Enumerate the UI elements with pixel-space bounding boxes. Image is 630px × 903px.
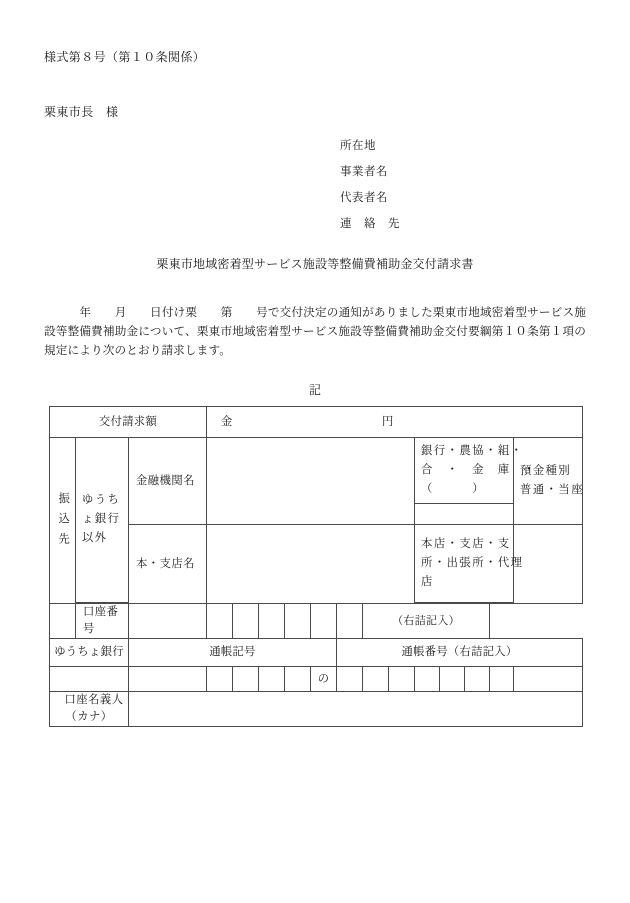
financial-institution-label: 金融機関名 xyxy=(136,474,195,487)
institution-type-options-cell[interactable] xyxy=(415,438,537,504)
passbook-symbol-label: 通帳記号 xyxy=(209,646,256,658)
account-number-label-cell xyxy=(76,604,129,639)
passbook-number-label: 通帳番号（右詰記入） xyxy=(401,646,518,658)
account-number-box-6[interactable] xyxy=(311,604,337,639)
passbook-number-box-6[interactable] xyxy=(465,667,490,692)
institution-type-spacer xyxy=(415,504,514,525)
passbook-symbol-box-3[interactable] xyxy=(233,667,259,692)
currency-prefix: 金 xyxy=(221,415,233,428)
institution-option-line-3: （ ） xyxy=(421,483,486,495)
passbook-symbol-box-2[interactable] xyxy=(207,667,233,692)
applicant-contact-label: 連 絡 先 xyxy=(340,218,400,230)
deposit-type-label: 預金種別 xyxy=(520,465,572,477)
passbook-separator-cell: の xyxy=(311,667,337,692)
branch-name-input[interactable] xyxy=(207,525,415,604)
deposit-type-group xyxy=(514,458,585,504)
financial-institution-label-cell xyxy=(129,438,207,525)
passbook-number-box-7[interactable] xyxy=(490,667,514,692)
form-number: 様式第８号（第１０条関係） xyxy=(44,50,206,64)
yucho-label: ゆうちょ銀行 xyxy=(54,646,124,658)
currency-suffix: 円 xyxy=(382,415,394,428)
passbook-number-box-4[interactable] xyxy=(415,667,440,692)
passbook-symbol-header xyxy=(129,639,337,667)
account-holder-label-cell xyxy=(50,692,129,727)
passbook-number-box-2[interactable] xyxy=(363,667,389,692)
branch-option-line-1: 本店・支店・支 xyxy=(421,537,511,550)
deposit-type-options: 普通・当座 xyxy=(520,484,585,496)
branch-type-options-cell[interactable] xyxy=(415,525,524,603)
body-paragraph: 年 月 日付け栗 第 号で交付決定の通知がありました栗東市地域密着型サービス施設等整備費補助金について、栗東市地域密着型サービス施設等整備費補助金交付要綱第１０条第１項の規定により次のとおり請求します。 xyxy=(44,306,586,357)
account-number-box-4[interactable] xyxy=(259,604,285,639)
applicant-info-block xyxy=(340,133,540,237)
passbook-number-box-1[interactable] xyxy=(337,667,363,692)
institution-options xyxy=(415,438,537,503)
passbook-number-box-5[interactable] xyxy=(440,667,465,692)
claim-amount-value-cell[interactable] xyxy=(207,407,583,438)
passbook-symbol-box-5[interactable] xyxy=(285,667,311,692)
branch-options xyxy=(415,531,524,596)
transfer-destination-cell xyxy=(50,438,76,604)
claim-amount-label: 交付請求額 xyxy=(99,415,158,428)
applicant-business-name-label: 事業者名 xyxy=(340,166,388,178)
ki-marker: 記 xyxy=(308,383,321,397)
account-number-label: 口座番号 xyxy=(83,606,119,635)
table-row-account-holder xyxy=(50,692,583,727)
branch-label-cell xyxy=(129,525,207,604)
branch-label: 本・支店名 xyxy=(136,557,195,570)
table-row-account-number xyxy=(50,604,583,639)
account-number-box-5[interactable] xyxy=(285,604,311,639)
account-number-left-spacer xyxy=(50,604,76,639)
applicant-location-label: 所在地 xyxy=(340,140,376,152)
account-number-box-2[interactable] xyxy=(207,604,233,639)
passbook-number-box-3[interactable] xyxy=(389,667,415,692)
account-number-box-7[interactable] xyxy=(337,604,363,639)
applicant-representative-label: 代表者名 xyxy=(340,192,388,204)
yucho-grid-left-blank xyxy=(50,667,129,692)
financial-institution-input[interactable] xyxy=(207,438,415,525)
account-holder-input[interactable] xyxy=(129,692,583,727)
passbook-number-box-8[interactable] xyxy=(514,667,583,692)
addressee-line: 栗東市長 様 xyxy=(44,105,119,119)
table-row-yucho-grid xyxy=(50,667,583,692)
passbook-number-header xyxy=(337,639,583,667)
branch-option-line-2: 所・出張所・代理 xyxy=(421,556,524,569)
non-yucho-cell xyxy=(76,438,129,603)
table-row-branch xyxy=(50,525,583,603)
claim-amount-label-cell xyxy=(50,407,207,438)
institution-option-line-1: 銀行・農協・組・ xyxy=(421,445,524,457)
deposit-type-blank[interactable] xyxy=(514,525,583,604)
passbook-symbol-box-4[interactable] xyxy=(259,667,285,692)
table-row-financial-institution xyxy=(50,438,583,504)
branch-option-line-3: 店 xyxy=(421,575,434,588)
non-yucho-label: ゆうちょ銀行以外 xyxy=(82,494,121,545)
account-holder-label: 口座名義人（カナ） xyxy=(64,694,124,723)
account-number-box-3[interactable] xyxy=(233,604,259,639)
transfer-destination-label: 振込先 xyxy=(57,492,70,553)
table-row-claim-amount xyxy=(50,407,583,438)
table-row-yucho-header xyxy=(50,639,583,667)
account-number-note: （右詰記入） xyxy=(363,604,490,639)
yucho-label-cell xyxy=(50,639,129,667)
account-number-box-1[interactable] xyxy=(129,604,207,639)
document-title: 栗東市地域密着型サービス施設等整備費補助金交付請求書 xyxy=(156,257,474,271)
institution-option-line-2: 合 ・ 金 庫 ・ xyxy=(421,464,537,476)
claim-details-table xyxy=(49,406,583,727)
passbook-symbol-box-1[interactable] xyxy=(129,667,207,692)
deposit-type-cell[interactable] xyxy=(514,438,583,525)
